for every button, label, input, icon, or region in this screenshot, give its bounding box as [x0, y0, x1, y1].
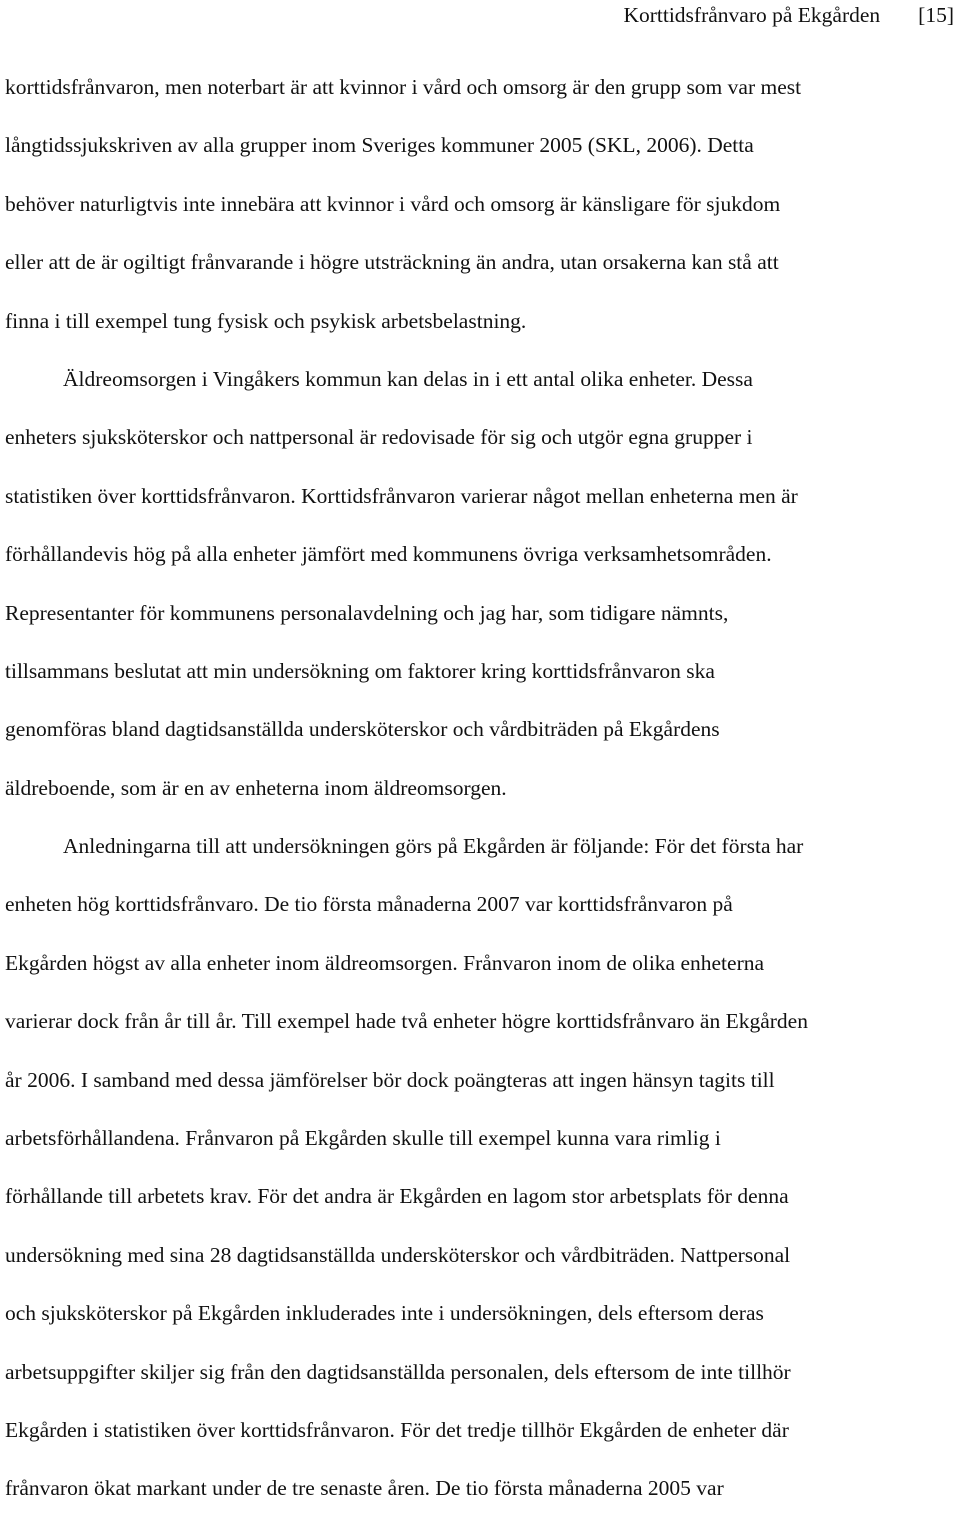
text-line: behöver naturligtvis inte innebära att kvinnor i vård och omsorg är känsligare för sjukdom — [5, 191, 781, 216]
header-title: Korttidsfrånvaro på Ekgården — [623, 3, 881, 27]
text-line: arbetsförhållandena. Frånvaron på Ekgården skulle till exempel kunna vara rimlig i — [5, 1126, 721, 1151]
text-line: långtidssjukskriven av alla grupper inom Sveriges kommuner 2005 (SKL, 2006). Detta — [5, 133, 754, 158]
text-line: korttidsfrånvaron, men noterbart är att kvinnor i vård och omsorg är den grupp som var mest — [5, 75, 802, 99]
text-line: Representanter för kommunens personalavdelning och jag har, som tidigare nämnts, — [5, 600, 729, 625]
text-line: enheters sjuksköterskor och nattpersonal är redovisade för sig och utgör egna grupper i — [5, 425, 753, 450]
page-number: [15] — [918, 3, 954, 27]
text-line: Ekgården i statistiken över korttidsfrånvaron. För det tredje tillhör Ekgården de enheter där — [5, 1417, 789, 1442]
text-line: statistiken över korttidsfrånvaron. Korttidsfrånvaron varierar något mellan enheterna men är — [5, 483, 798, 508]
text-line: enheten hög korttidsfrånvaro. De tio första månaderna 2007 var korttidsfrånvaron på — [5, 892, 733, 917]
body-text — [5, 58, 955, 1518]
text-line: genomföras bland dagtidsanställda undersköterskor och vårdbiträden på Ekgårdens — [5, 717, 720, 742]
text-line: frånvaron ökat markant under de tre senaste åren. De tio första månaderna 2005 var — [5, 1476, 724, 1501]
text-line: och sjuksköterskor på Ekgården inkluderades inte i undersökningen, dels eftersom deras — [5, 1301, 764, 1326]
paragraph-first-line: Anledningarna till att undersökningen görs på Ekgården är följande: För det första har — [63, 834, 804, 859]
text-line: finna i till exempel tung fysisk och psykisk arbetsbelastning. — [5, 308, 527, 333]
text-line: eller att de är ogiltigt frånvarande i högre utsträckning än andra, utan orsakerna kan stå att — [5, 250, 779, 275]
text-line: Ekgården högst av alla enheter inom äldreomsorgen. Frånvaron inom de olika enheterna — [5, 950, 765, 975]
text-line: förhållandevis hög på alla enheter jämfört med kommunens övriga verksamhetsområden. — [5, 542, 772, 567]
text-line: arbetsuppgifter skiljer sig från den dagtidsanställda personalen, dels eftersom de inte tillhör — [5, 1359, 791, 1384]
running-header — [623, 0, 954, 30]
text-line: år 2006. I samband med dessa jämförelser bör dock poängteras att ingen hänsyn tagits till — [5, 1067, 775, 1092]
paragraph-first-line: Äldreomsorgen i Vingåkers kommun kan delas in i ett antal olika enheter. Dessa — [63, 366, 753, 391]
text-line: varierar dock från år till år. Till exempel hade två enheter högre korttidsfrånvaro än Ekgården — [5, 1009, 808, 1034]
text-line: äldreboende, som är en av enheterna inom äldreomsorgen. — [5, 775, 507, 800]
text-line: tillsammans beslutat att min undersökning om faktorer kring korttidsfrånvaron ska — [5, 658, 715, 683]
text-line: förhållande till arbetets krav. För det andra är Ekgården en lagom stor arbetsplats för denna — [5, 1184, 789, 1209]
text-line: undersökning med sina 28 dagtidsanställda undersköterskor och vårdbiträden. Nattpersonal — [5, 1242, 791, 1267]
